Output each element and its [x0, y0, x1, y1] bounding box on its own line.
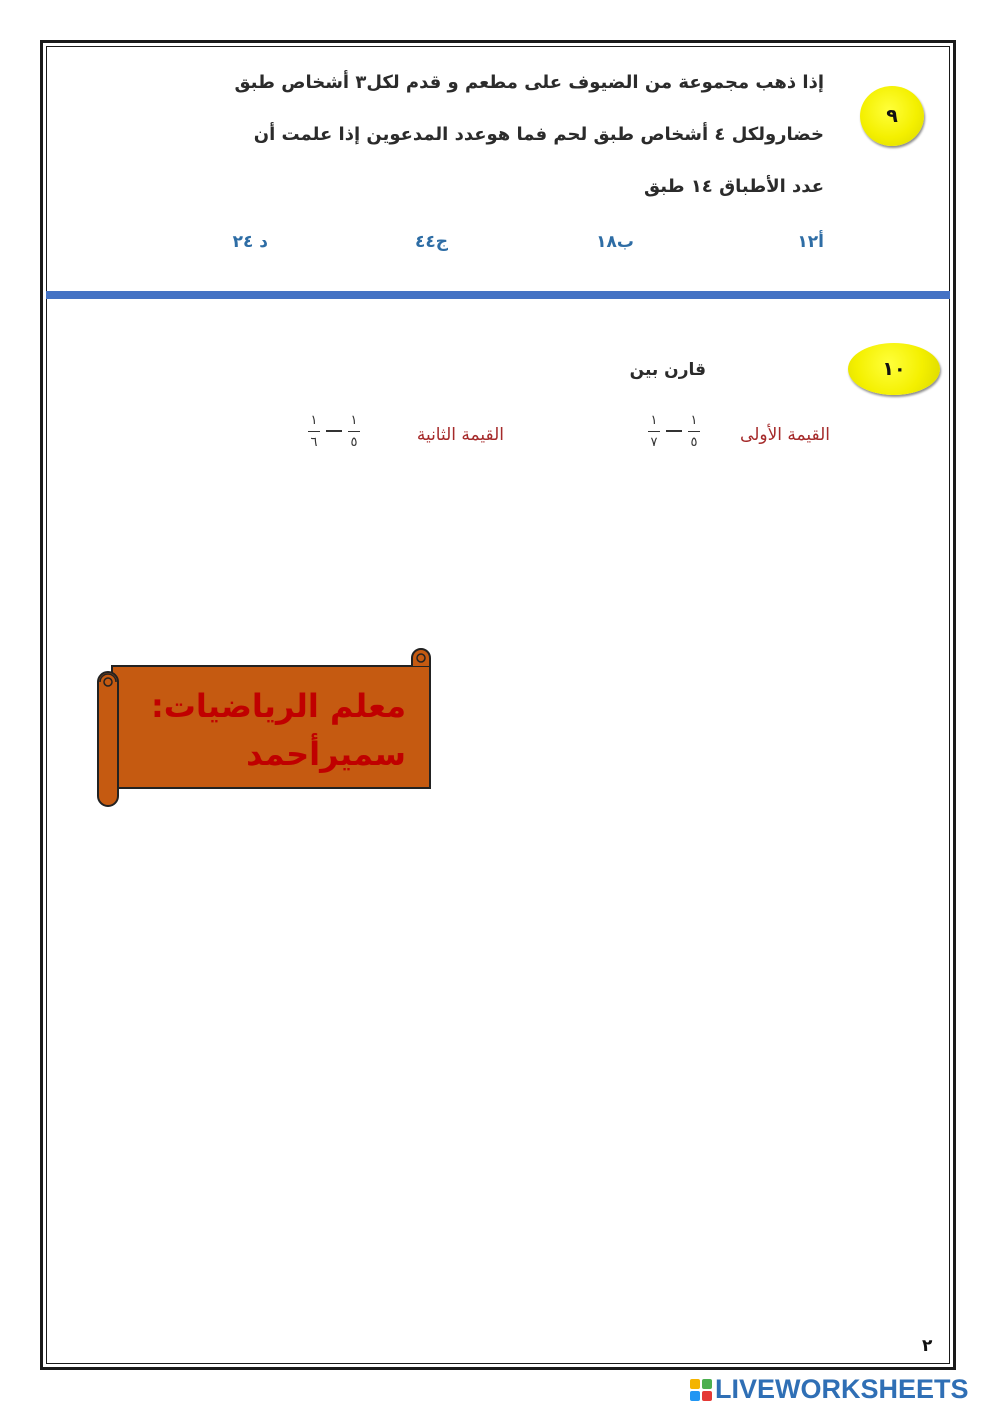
- fraction-denominator: ٥: [350, 434, 358, 450]
- option-b[interactable]: ب١٨: [596, 232, 634, 252]
- option-a[interactable]: أ١٢: [797, 232, 824, 252]
- value-1-fraction-right: [648, 413, 660, 450]
- liveworksheets-logo-icon: [690, 1379, 712, 1401]
- value-2-fraction-right: [308, 413, 320, 450]
- brand-footer[interactable]: [690, 1374, 969, 1405]
- question-9-line-1: إذا ذهب مجموعة من الضيوف على مطعم و قدم لكل٣ أشخاص طبق: [234, 72, 824, 93]
- brand-name: LIVEWORKSHEETS: [715, 1374, 969, 1404]
- fraction-numerator: ١: [650, 412, 658, 428]
- fraction-denominator: ٦: [310, 434, 318, 450]
- question-10-number: ١٠: [882, 358, 906, 380]
- teacher-scroll-banner: [96, 646, 436, 812]
- value-2-label: القيمة الثانية: [416, 425, 504, 445]
- fraction-numerator: ١: [350, 412, 358, 428]
- value-2-expression: [308, 403, 360, 459]
- fraction-bar: [688, 431, 700, 432]
- option-c[interactable]: ج٤٤: [414, 232, 448, 252]
- scroll-title: معلم الرياضيات:: [150, 687, 406, 725]
- minus-sign: [666, 430, 682, 432]
- question-9-line-2: خضارولكل ٤ أشخاص طبق لحم فما هوعدد المدعوين إذا علمت أن: [253, 124, 824, 145]
- option-d[interactable]: د ٢٤: [232, 232, 268, 252]
- scroll-text: [151, 682, 406, 778]
- section-divider: [46, 291, 950, 299]
- value-2-fraction-left: [348, 413, 360, 450]
- fraction-denominator: ٥: [690, 434, 698, 450]
- teacher-name: سميرأحمد: [246, 735, 406, 773]
- question-9-badge: [860, 86, 924, 146]
- fraction-numerator: ١: [310, 412, 318, 428]
- question-9-line-3: عدد الأطباق ١٤ طبق: [644, 176, 824, 197]
- fraction-bar: [348, 431, 360, 432]
- page-number: ٢: [922, 1336, 933, 1356]
- compare-prompt: قارن بين: [629, 360, 706, 380]
- fraction-bar: [308, 431, 320, 432]
- value-1-fraction-left: [688, 413, 700, 450]
- fraction-bar: [648, 431, 660, 432]
- minus-sign: [326, 430, 342, 432]
- fraction-numerator: ١: [690, 412, 698, 428]
- value-1-label: القيمة الأولى: [740, 425, 830, 445]
- fraction-denominator: ٧: [650, 434, 658, 450]
- value-1-expression: [648, 403, 700, 459]
- question-10-badge: [848, 343, 940, 395]
- question-9-number: ٩: [886, 105, 898, 127]
